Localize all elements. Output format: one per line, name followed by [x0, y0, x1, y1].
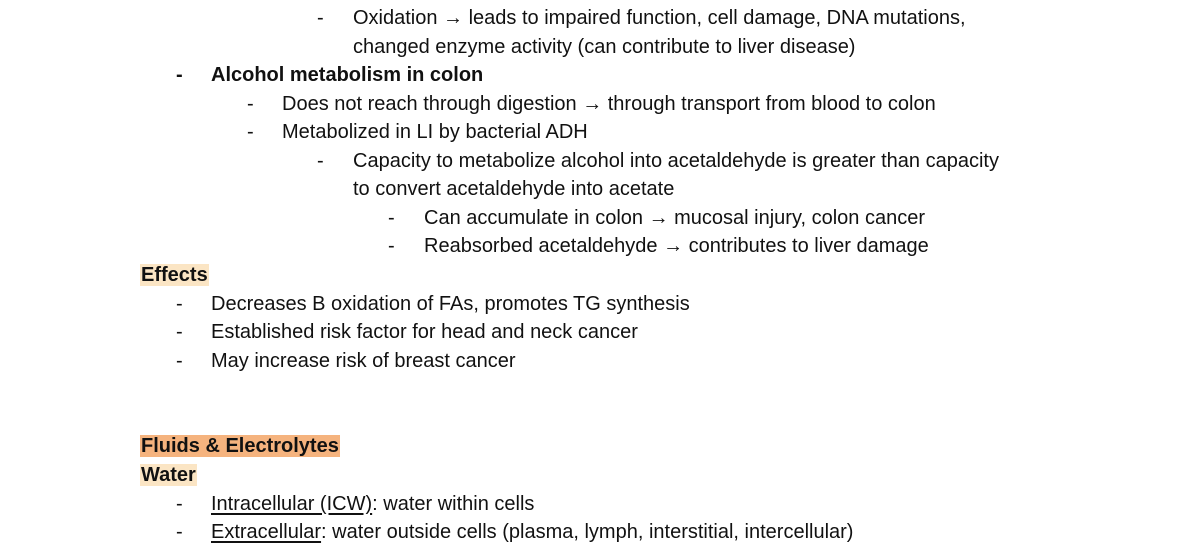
bullet-dash: - — [176, 350, 183, 372]
accumulate-line: Can accumulate in colon → mucosal injury, colon cancer — [424, 207, 925, 229]
term-intracellular: Intracellular (ICW) — [211, 493, 373, 515]
bullet-dash: - — [176, 493, 183, 515]
reabsorbed-line: Reabsorbed acetaldehyde → contributes to liver damage — [424, 235, 929, 257]
bullet-dash: - — [388, 207, 395, 229]
capacity-line: Capacity to metabolize alcohol into acetaldehyde is greater than capacity — [353, 150, 999, 172]
colon-metabolism-heading: Alcohol metabolism in colon — [211, 64, 484, 86]
fluids-electrolytes-heading: Fluids & Electrolytes — [141, 435, 339, 457]
bacterial-adh-line: Metabolized in LI by bacterial ADH — [282, 121, 588, 143]
digestion-line: Does not reach through digestion → through transport from blood to colon — [282, 93, 936, 115]
bullet-dash: - — [247, 121, 254, 143]
water-item-extracellular: Extracellular: water outside cells (plasma, lymph, interstitial, intercellular) — [211, 521, 854, 543]
bullet-dash: - — [176, 293, 183, 315]
water-item-intracellular: Intracellular (ICW): water within cells — [211, 493, 535, 515]
effects-heading: Effects — [141, 264, 208, 286]
oxidation-line-continued: changed enzyme activity (can contribute to liver disease) — [353, 36, 856, 58]
term-extracellular: Extracellular — [211, 521, 322, 543]
effects-item: Decreases B oxidation of FAs, promotes TG synthesis — [211, 293, 690, 315]
bullet-dash: - — [176, 321, 183, 343]
bullet-dash: - — [176, 64, 183, 86]
capacity-line-continued: to convert acetaldehyde into acetate — [353, 178, 675, 200]
effects-item: Established risk factor for head and neck cancer — [211, 321, 638, 343]
bullet-dash: - — [317, 7, 324, 29]
oxidation-line: Oxidation → leads to impaired function, cell damage, DNA mutations, — [353, 7, 966, 29]
bullet-dash: - — [317, 150, 324, 172]
water-subheading: Water — [141, 464, 196, 486]
bullet-dash: - — [176, 521, 183, 543]
effects-item: May increase risk of breast cancer — [211, 350, 516, 372]
bullet-dash: - — [388, 235, 395, 257]
bullet-dash: - — [247, 93, 254, 115]
